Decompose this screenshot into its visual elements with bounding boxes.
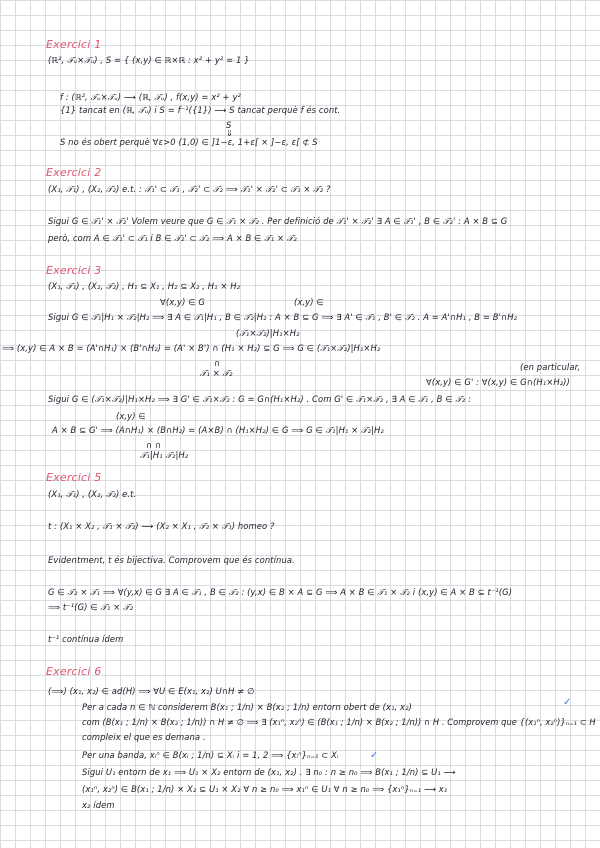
ex1-line-6: S no és obert perquè ∀ε>0 (1,0) ∈ ]1−ε, 1+ε[ × ]−ε, ε[ ⊄ S [60,137,318,147]
exercise-1-title: Exercici 1 [46,38,102,51]
ex3-line-3: Sigui G ∈ 𝒯₁|H₁ × 𝒯₂|H₂ ⟹ ∃ A ∈ 𝒯₁|H₁ , B ∈ 𝒯₂|H₂ : A × B ⊆ G ⟹ ∃ A' ∈ 𝒯₁ , B' ∈ 𝒯₂ . A = A'∩H₁ , B = B'∩H₂ [48,312,518,322]
ex3-line-14: 𝒯₁|H₁ 𝒯₂|H₂ [140,450,189,460]
ex1-line-3: {1} tancat en (ℝ, 𝒯ᵤ) i S = f⁻¹({1}) ⟶ S tancat perquè f és cont. [60,105,341,115]
ex3-line-4: (𝒯₁×𝒯₂)|H₁×H₂ [236,328,300,338]
ex6-line-5: Per una banda, xᵢⁿ ∈ B(xᵢ ; 1/n) ⊆ Xᵢ i = 1, 2 ⟹ {xᵢⁿ}ₙ₌₁ ⊂ Xᵢ [82,750,339,760]
ex3-line-2b: (x,y) ∈ [294,297,324,307]
ex5-line-6: t⁻¹ contínua ídem [48,634,124,644]
exercise-3-title: Exercici 3 [46,264,102,277]
ex3-line-1: (X₁, 𝒯₁) , (X₂, 𝒯₂) , H₁ ⊆ X₁ , H₂ ⊆ X₂ , H₁ × H₂ [48,281,241,291]
ex5-line-5: ⟹ t⁻¹(G) ∈ 𝒯₁ × 𝒯₂ [48,602,134,612]
ex5-line-3: Evidentment, t és bijectiva. Comprovem que és contínua. [48,555,295,565]
ex3-line-11: (x,y) ∈ [116,411,146,421]
ex5-line-4: G ∈ 𝒯₂ × 𝒯₁ ⟹ ∀(y,x) ∈ G ∃ A ∈ 𝒯₁ , B ∈ 𝒯₂ : (y,x) ∈ B × A ⊆ G ⟹ A × B ∈ 𝒯₁ × 𝒯₂ i (x,y) ∈ A × B ⊆ t⁻¹(G) [48,587,513,597]
check-mark-1: ✓ [563,697,572,708]
ex1-line-2: f : (ℝ², 𝒯ᵤ×𝒯ᵤ) ⟶ (ℝ, 𝒯ᵤ) , f(x,y) = x² + y² [60,92,241,102]
ex2-line-1: (X₁, 𝒯₁) , (X₂, 𝒯₂) e.t. : 𝒯₁' ⊂ 𝒯₁ , 𝒯₂' ⊂ 𝒯₂ ⟹ 𝒯₁' × 𝒯₂' ⊂ 𝒯₁ × 𝒯₂ ? [48,184,331,194]
ex3-line-12: A × B ⊆ G' ⟹ (A∩H₁) × (B∩H₂) = (A×B) ∩ (H₁×H₂) ∈ G ⟹ G ∈ 𝒯₁|H₁ × 𝒯₂|H₂ [52,425,384,435]
ex5-line-1: (X₁, 𝒯₁) , (X₂, 𝒯₂) e.t. [48,489,137,499]
ex1-line-5: ⇓ [226,128,234,138]
ex6-line-8: x₂ ídem [82,800,115,810]
ex3-line-13: ∩ ∩ [146,440,162,450]
exercise-2-title: Exercici 2 [46,166,102,179]
exercise-6-title: Exercici 6 [46,665,102,678]
exercise-5-title: Exercici 5 [46,471,102,484]
ex3-line-6: (en particular, [520,362,581,372]
ex2-line-2: Sigui G ∈ 𝒯₁' × 𝒯₂' Volem veure que G ∈ 𝒯₁ × 𝒯₂ . Per definició de 𝒯₁' × 𝒯₂' ∃ A ∈ 𝒯₁' , B ∈ 𝒯₂' : A × B ⊆ G [48,216,508,226]
ex3-line-7: ∩ [214,358,221,368]
ex3-line-8: 𝒯₁ × 𝒯₂ [200,368,233,378]
ex1-line-1: (ℝ², 𝒯ᵤ×𝒯ᵤ) , S = { (x,y) ∈ ℝ×ℝ : x² + y² = 1 } [48,55,250,65]
check-mark-2: ✓ [370,750,379,761]
ex3-line-5: ⟹ (x,y) ∈ A × B = (A'∩H₁) × (B'∩H₂) = (A' × B') ∩ (H₁ × H₂) ⊆ G ⟹ G ∈ (𝒯₁×𝒯₂)|H₁×H₂ [2,343,381,353]
ex6-line-2: Per a cada n ∈ ℕ considerem B(x₁ ; 1/n) × B(x₂ ; 1/n) entorn obert de (x₁, x₂) [82,702,412,712]
ex6-line-6: Sigui U₁ entorn de x₁ ⟹ U₁ × X₂ entorn de (x₁, x₂) . ∃ n₀ : n ≥ n₀ ⟹ B(x₁ ; 1/n) ⊆ U₁ ⟶ [82,767,456,777]
ex2-line-3: però, com A ∈ 𝒯₁' ⊂ 𝒯₁ i B ∈ 𝒯₂' ⊂ 𝒯₂ ⟹ A × B ∈ 𝒯₁ × 𝒯₂ [48,233,297,243]
ex6-line-1: (⟹) (x₁, x₂) ∈ ad(H) ⟹ ∀U ∈ E(x₁, x₂) U∩H ≠ ∅ [48,686,255,696]
ex6-line-3: com (B(x₁ ; 1/n) × B(x₂ ; 1/n)) ∩ H ≠ ∅ ⟹ ∃ (x₁ⁿ, x₂ⁿ) ∈ (B(x₁ ; 1/n) × B(x₂ ; 1/n)) ∩ H . Comprovem que {(x₁ⁿ, x₂ⁿ)}ₙ₌₁ ⊂ H [82,717,596,727]
ex6-line-7: (x₁ⁿ, x₂ⁿ) ∈ B(x₁ ; 1/n) × X₂ ⊆ U₁ × X₂ ∀ n ≥ n₀ ⟹ x₁ⁿ ∈ U₁ ∀ n ≥ n₀ ⟹ {x₁ⁿ}ₙ₌₁ ⟶ x₁ [82,784,448,794]
ex3-line-9: ∀(x,y) ∈ G' : ∀(x,y) ∈ G∩(H₁×H₂)) [426,377,570,387]
ex6-line-4: compleix el que es demana . [82,732,206,742]
ex5-line-2: t : (X₁ × X₂ , 𝒯₁ × 𝒯₂) ⟶ (X₂ × X₁ , 𝒯₂ × 𝒯₁) homeo ? [48,521,275,531]
ex1-line-4: S [226,120,232,130]
ex3-line-10: Sigui G ∈ (𝒯₁×𝒯₂)|H₁×H₂ ⟹ ∃ G' ∈ 𝒯₁×𝒯₂ : G = G∩(H₁×H₂) . Com G' ∈ 𝒯₁×𝒯₂ , ∃ A ∈ 𝒯₁ , B ∈ 𝒯₂ : [48,394,472,404]
ex3-line-2a: ∀(x,y) ∈ G [160,297,205,307]
